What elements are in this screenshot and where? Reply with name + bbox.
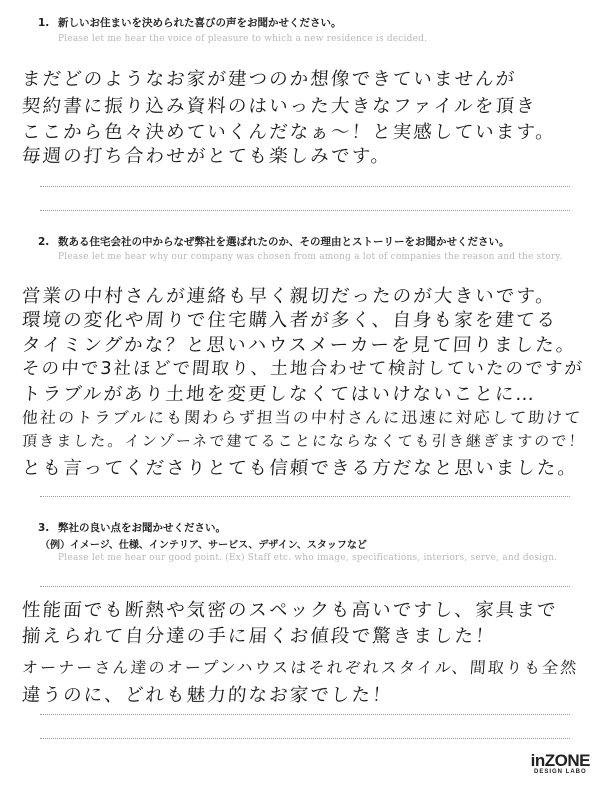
question-2-heading [38, 234, 510, 249]
question-3-examples: （例）イメージ、仕様、インテリア、サービス、デザイン、スタッフなど [40, 540, 367, 551]
answer-2-line-2: 環境の変化や周りで住宅購入者が多く、自身も家を建てる [21, 310, 558, 331]
answer-1-line-4: 毎週の打ち合わせがとても楽しみです。 [21, 146, 392, 167]
question-1-english: Please let me hear the voice of pleasure to which a new residence is decided. [58, 34, 428, 44]
answer-2-line-1: 営業の中村さんが連絡も早く親切だったのが大きいです。 [21, 286, 557, 307]
question-1-text: 新しいお住まいを決められた喜びの声をお聞かせください。 [58, 17, 342, 29]
question-2-number: 2. [38, 236, 50, 248]
company-logo [531, 752, 590, 775]
question-2-text: 数ある住宅会社の中からなぜ弊社を選ばれたのか、その理由とストーリーをお聞かせください。 [58, 236, 510, 248]
ruled-line [40, 714, 570, 715]
question-3-english: Please let me hear our good point. (Ex) Staff etc. who image, specifications, interiors, serve, and design. [58, 553, 558, 563]
answer-3-line-4: 違うのに、どれも魅力的なお家でした！ [21, 685, 394, 706]
question-1-number: 1. [38, 17, 50, 29]
answer-2-line-3: タイミングかな？と思いハウスメーカーを見て回りました。 [21, 335, 578, 356]
answer-2-line-6: 他社のトラブルにも関わらず担当の中村さんに迅速に対応して助けて [21, 408, 584, 427]
question-3-number: 3. [38, 522, 50, 534]
ruled-line [40, 186, 570, 187]
question-1-heading [38, 15, 342, 30]
ruled-line [40, 210, 570, 211]
ruled-line [40, 586, 570, 587]
logo-tagline: DESIGN LABO [533, 769, 587, 775]
ruled-line [40, 496, 570, 497]
answer-2-line-4: その中で3社ほどで間取り、土地合わせて検討していたのですが [21, 359, 585, 379]
answer-1-line-2: 契約書に振り込み資料のはいった大きなファイルを頂き [21, 96, 538, 117]
answer-3-line-3: オーナーさん達のオープンハウスはそれぞれスタイル、間取りも全然 [21, 658, 580, 677]
logo-wordmark [531, 752, 590, 769]
answer-3-line-2: 揃えられて自分達の手に届くお値段で驚きました！ [21, 626, 497, 647]
ruled-line [40, 738, 570, 739]
question-2-english: Please let me hear why our company was chosen from among a lot of companies the reason and the story. [58, 252, 563, 262]
answer-1-line-1: まだどのようなお家が建つのか想像できていませんが [21, 69, 518, 90]
answer-2-line-8: とも言ってくださりとても信頼できる方だなと思いました。 [21, 458, 579, 479]
logo-wordmark-prefix: in [530, 751, 545, 770]
question-3-heading [38, 520, 226, 535]
answer-2-line-7: 頂きました。インゾーネで建てることにならなくても引き継ぎますので！ [21, 432, 587, 450]
answer-3-line-1: 性能面でも断熱や気密のスペックも高いですし、家具まで [21, 600, 559, 621]
logo-wordmark-main: ZONE [544, 751, 590, 770]
answer-1-line-3: ここから色々決めていくんだなぁ〜！と実感しています。 [21, 122, 557, 143]
question-3-text: 弊社の良い点をお聞かせください。 [58, 522, 226, 534]
answer-2-line-5: トラブルがあり土地を変更しなくてはいけないことに… [21, 384, 537, 405]
